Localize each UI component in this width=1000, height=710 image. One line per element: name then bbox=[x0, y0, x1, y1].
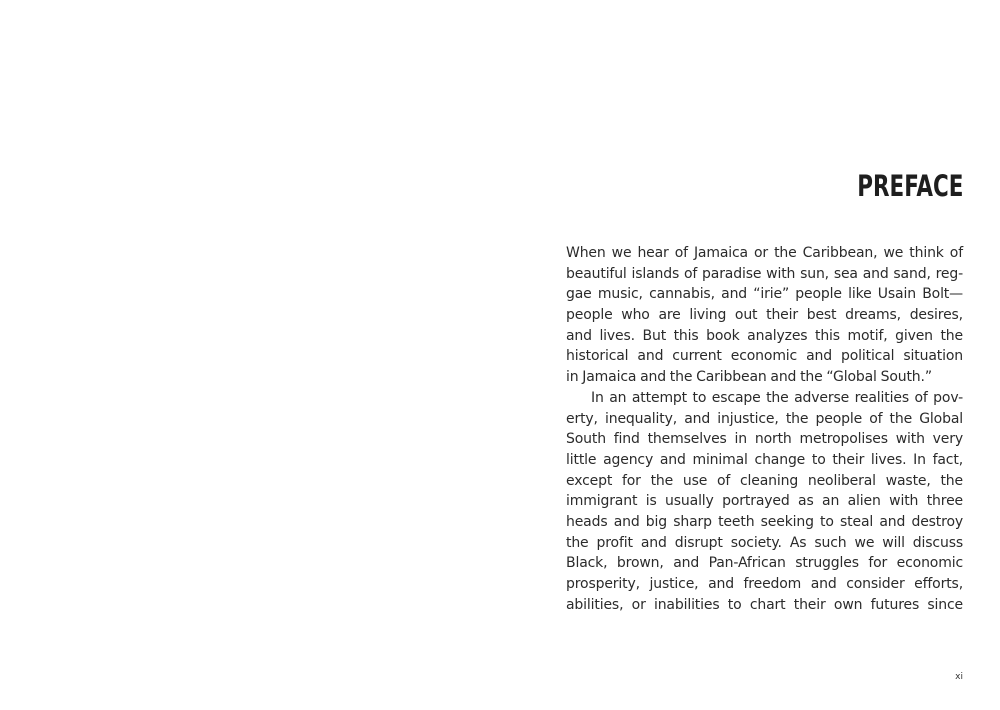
text-line: South find themselves in north metropolises with very bbox=[566, 431, 963, 448]
text-line: and lives. But this book analyzes this motif, given the bbox=[566, 327, 963, 344]
text-line: beautiful islands of paradise with sun, sea and sand, reg- bbox=[566, 265, 963, 282]
page-number: xi bbox=[955, 672, 963, 682]
text-line: erty, inequality, and injustice, the people of the Global bbox=[566, 410, 963, 427]
text-line: historical and current economic and political situation bbox=[566, 348, 963, 365]
text-line: When we hear of Jamaica or the Caribbean, we think of bbox=[566, 245, 963, 261]
text-line: immigrant is usually portrayed as an alien with three bbox=[566, 493, 963, 510]
text-line: the profit and disrupt society. As such we will discuss bbox=[566, 534, 963, 551]
text-line: heads and big sharp teeth seeking to steal and destroy bbox=[566, 513, 963, 530]
text-line: prosperity, justice, and freedom and consider efforts, bbox=[566, 576, 963, 592]
text-line: people who are living out their best dreams, desires, bbox=[566, 307, 963, 324]
text-line: In an attempt to escape the adverse realities of pov- bbox=[591, 389, 963, 406]
text-line: abilities, or inabilities to chart their own futures since bbox=[566, 596, 963, 613]
chapter-heading: PREFACE bbox=[856, 169, 963, 203]
text-line: in Jamaica and the Caribbean and the “Global South.” bbox=[566, 369, 932, 386]
body-text bbox=[566, 243, 963, 615]
text-line: gae music, cannabis, and “irie” people like Usain Bolt— bbox=[566, 286, 963, 303]
text-line: except for the use of cleaning neoliberal waste, the bbox=[566, 472, 963, 489]
text-line: little agency and minimal change to their lives. In fact, bbox=[566, 451, 963, 468]
text-line: Black, brown, and Pan-African struggles for economic bbox=[566, 555, 963, 572]
